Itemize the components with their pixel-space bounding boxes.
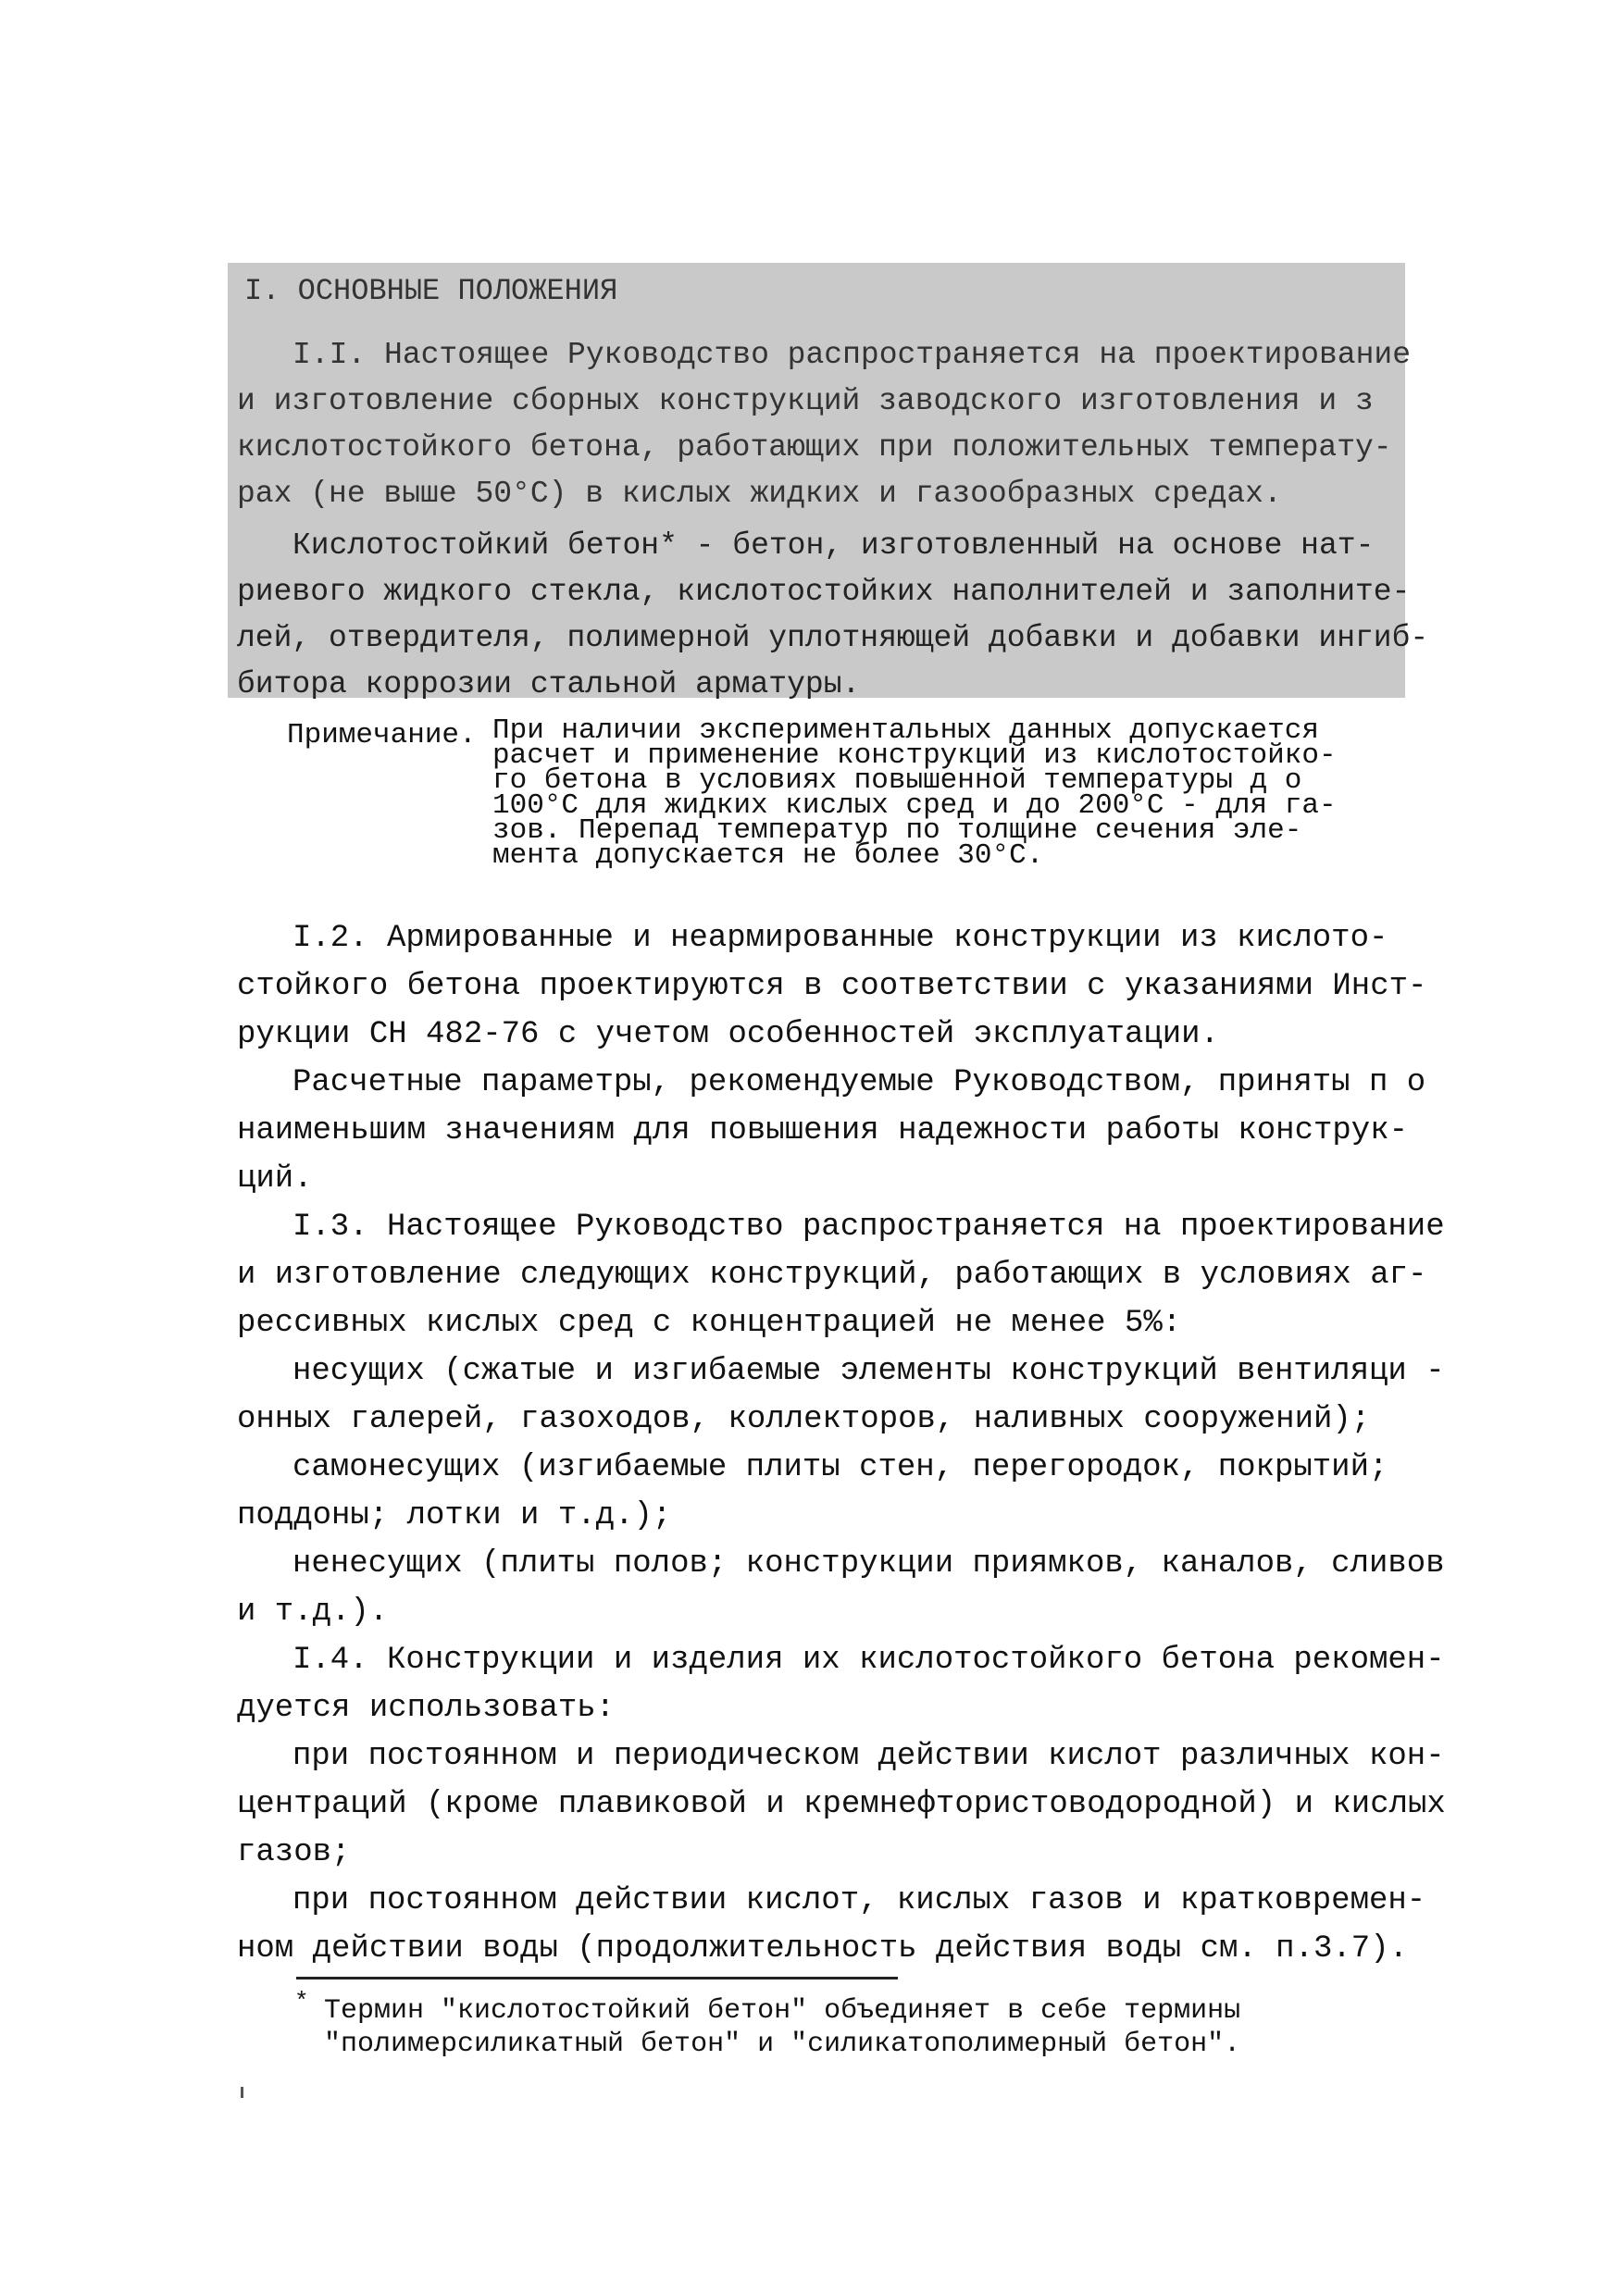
body-line: Расчетные параметры, рекомендуемые Руководством, приняты п о bbox=[292, 1065, 1426, 1100]
body-line: I.3. Настоящее Руководство распространяется на проектирование bbox=[292, 1210, 1445, 1245]
body-line: и изготовление следующих конструкций, работающих в условиях аг- bbox=[237, 1258, 1427, 1293]
note-line: При наличии экспериментальных данных допускается bbox=[492, 714, 1319, 747]
body-line: наименьшим значениям для повышения надежности работы конструк- bbox=[237, 1113, 1409, 1148]
body-line: I.4. Конструкции и изделия их кислотостойкого бетона рекомен- bbox=[292, 1643, 1445, 1678]
body-line: и т.д.). bbox=[237, 1595, 389, 1630]
footnote-mark: * bbox=[294, 1988, 309, 2016]
body-line: при постоянном и периодическом действии кислот различных кон- bbox=[292, 1739, 1445, 1774]
definition-line: риевого жидкого стекла, кислотостойких наполнителей и заполните- bbox=[237, 575, 1411, 609]
body-line: стойкого бетона проектируются в соответствии с указаниями Инст- bbox=[237, 969, 1427, 1004]
definition-line: Кислотостойкий бетон* - бетон, изготовленный на основе нат- bbox=[292, 528, 1375, 563]
body-line: самонесущих (изгибаемые плиты стен, перегородок, покрытий; bbox=[292, 1450, 1388, 1485]
note-line: мента допускается не более 30°С. bbox=[492, 839, 1044, 872]
paragraph-1-1-line: кислотостойкого бетона, работающих при положительных температу- bbox=[237, 430, 1392, 465]
body-line: рессивных кислых сред с концентрацией не менее 5%: bbox=[237, 1306, 1182, 1341]
body-line: поддоны; лотки и т.д.); bbox=[237, 1498, 672, 1533]
footnote-line: Термин "кислотостойкий бетон" объединяет в себе термины bbox=[324, 1995, 1241, 2027]
note-line: расчет и применение конструкций из кислотостойко- bbox=[492, 739, 1337, 772]
note-label: Примечание. bbox=[287, 719, 477, 751]
paragraph-1-1-line: I.I. Настоящее Руководство распространяется на проектирование bbox=[292, 338, 1411, 372]
body-line: при постоянном действии кислот, кислых газов и кратковремен- bbox=[292, 1883, 1426, 1918]
body-line: ций. bbox=[237, 1161, 313, 1197]
footnote-rule bbox=[296, 1977, 898, 1980]
definition-line: лей, отвердителя, полимерной уплотняющей добавки и добавки ингиб- bbox=[237, 621, 1429, 655]
footnote-line: "полимерсиликатный бетон" и "силикатополимерный бетон". bbox=[324, 2029, 1241, 2060]
body-line: газов; bbox=[237, 1835, 351, 1870]
note-line: го бетона в условиях повышенной температуры д о bbox=[492, 764, 1302, 797]
paragraph-1-1-line: рах (не выше 50°С) в кислых жидких и газообразных средах. bbox=[237, 477, 1282, 511]
body-line: дуется использовать: bbox=[237, 1691, 616, 1726]
definition-line: битора коррозии стальной арматуры. bbox=[237, 667, 861, 701]
body-line: ненесущих (плиты полов; конструкции приямков, каналов, сливов bbox=[292, 1546, 1445, 1582]
body-line: ном действии воды (продолжительность действия воды см. п.3.7). bbox=[237, 1931, 1409, 1967]
note-line: зов. Перепад температур по толщине сечения эле- bbox=[492, 814, 1302, 847]
paragraph-1-1-line: и изготовление сборных конструкций заводского изготовления и з bbox=[237, 384, 1374, 418]
body-line: рукции СН 482-76 с учетом особенностей эксплуатации. bbox=[237, 1017, 1219, 1052]
note-line: 100°С для жидких кислых сред и до 200°С - для га- bbox=[492, 789, 1337, 822]
body-line: онных галерей, газоходов, коллекторов, наливных сооружений); bbox=[237, 1402, 1371, 1437]
body-line: центраций (кроме плавиковой и кремнефтористоводородной) и кислых bbox=[237, 1787, 1446, 1822]
body-line: несущих (сжатые и изгибаемые элементы конструкций вентиляци - bbox=[292, 1354, 1445, 1389]
body-line: I.2. Армированные и неармированные конструкции из кислото- bbox=[292, 921, 1388, 956]
scan-speck bbox=[241, 2087, 243, 2098]
section-heading: I. ОСНОВНЫЕ ПОЛОЖЕНИЯ bbox=[244, 274, 618, 308]
